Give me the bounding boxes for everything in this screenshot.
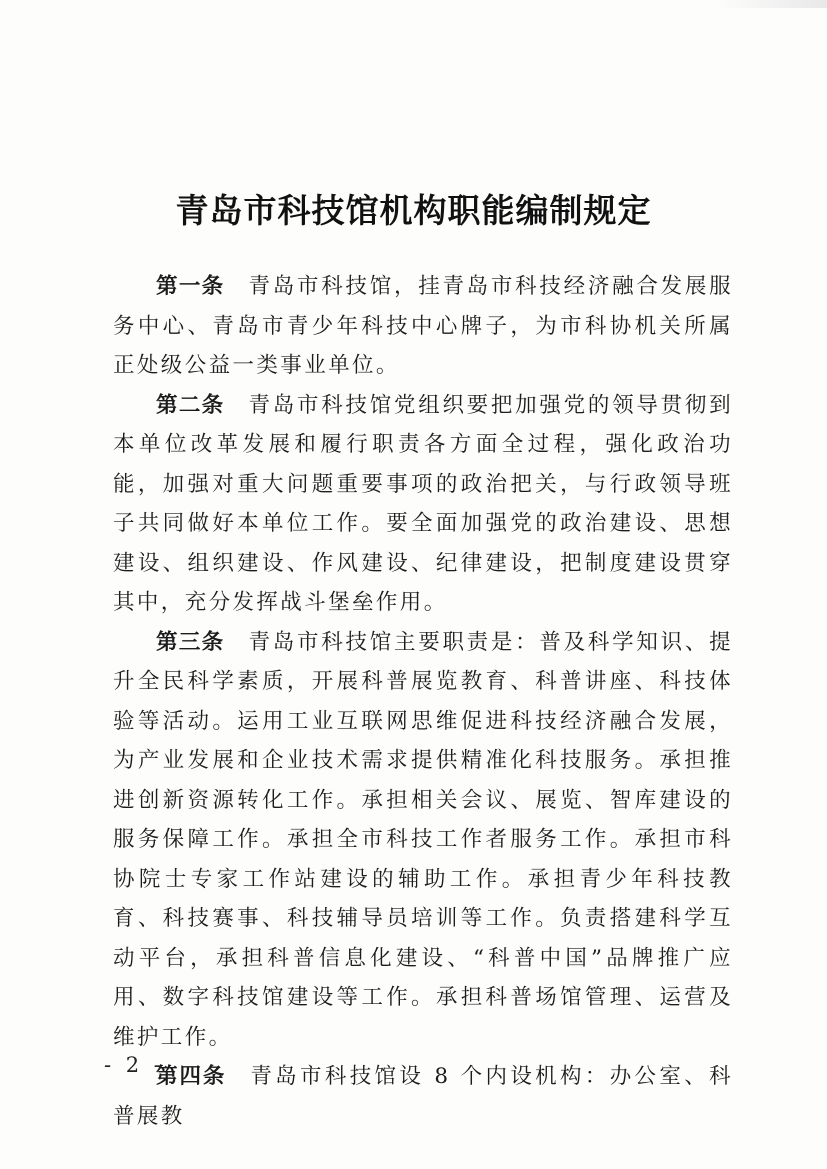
document-title: 青岛市科技馆机构职能编制规定 [175, 191, 652, 230]
article-3-number: 第三条 [156, 629, 225, 655]
article-1-text: 青岛市科技馆，挂青岛市科技经济融合发展服务中心、青岛市青少年科技中心牌子，为市科协机关所属正处级公益一类事业单位。 [113, 274, 733, 378]
article-3-text: 青岛市科技馆主要职责是：普及科学知识、提升全民科学素质，开展科普展览教育、科普讲座、科技体验等活动。运用工业互联网思维促进科技经济融合发展，为产业发展和企业技术需求提供精准化科技服务。承担推进创新资源转化工作。承担相关会议、展览、智库建设的服务保障工作。承担全市科技工作者服务工作。承担市科协院士专家工作站建设的辅助工作。承担青少年科技教育、科技赛事、科技辅导员培训等工作。负责搭建科学互动平台，承担科普信息化建设、“科普中国”品牌推广应用、数字科技馆建设等工作。承担科普场馆管理、运营及维护工作。 [113, 629, 733, 1050]
article-4-text: 青岛市科技馆设 8 个内设机构：办公室、科普展教 [113, 1064, 733, 1129]
article-3 [113, 623, 733, 1058]
article-2 [113, 386, 733, 623]
article-1 [113, 267, 733, 386]
page-number: - 2 - [104, 1053, 165, 1077]
article-4-number: 第四条 [156, 1064, 227, 1089]
article-2-text: 青岛市科技馆党组织要把加强党的领导贯彻到本单位改革发展和履行职责各方面全过程，强化政治功能，加强对重大问题重要事项的政治把关，与行政领导班子共同做好本单位工作。要全面加强党的政治建设、思想建设、组织建设、作风建设、纪律建设，把制度建设贯穿其中，充分发挥战斗堡垒作用。 [113, 392, 733, 615]
article-4 [113, 1057, 733, 1136]
article-2-number: 第二条 [156, 392, 225, 418]
scan-edge-mark [717, 0, 827, 8]
document-body [113, 267, 733, 1136]
article-1-number: 第一条 [156, 274, 225, 299]
